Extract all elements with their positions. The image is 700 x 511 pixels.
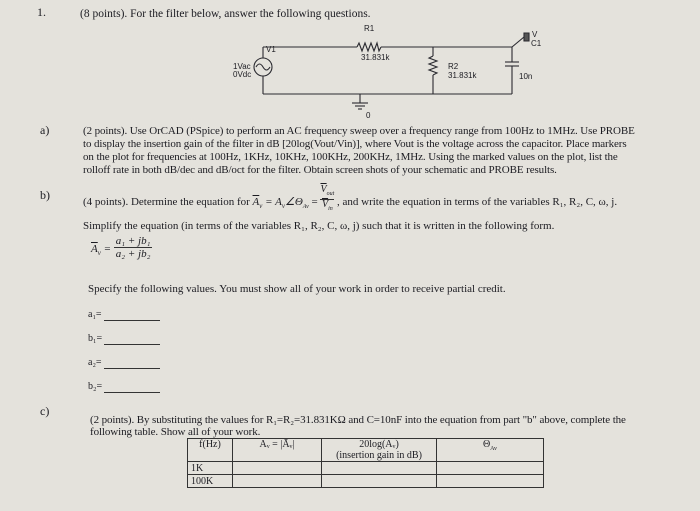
part-b-line1-post: , and write the equation in terms of the variables R₁, R₂, C, ω, j.: [337, 196, 618, 209]
eq-frac-den: $\overline{V}$: [321, 199, 329, 210]
header-gain-sub: (insertion gain in dB): [336, 450, 422, 461]
part-a-line-2: to display the insertion gain of the filter in dB [20log(Vout/Vin)], where Vout is the voltage across the capacitor. Place markers: [83, 138, 627, 150]
field-b2-label: b₂=: [88, 381, 103, 392]
field-a2-label: a₂=: [88, 357, 102, 368]
problem-header: (8 points). For the filter below, answer the following questions.: [80, 8, 371, 20]
eq-frac-den-sub: in: [328, 206, 333, 212]
part-b-line-3: Specify the following values. You must show all of your work in order to receive partial credit.: [88, 283, 506, 295]
table-cell-av[interactable]: [233, 475, 322, 488]
field-b2[interactable]: [88, 380, 160, 393]
field-a2[interactable]: [88, 356, 160, 369]
r2-resistor: [429, 56, 437, 75]
table-cell-gain[interactable]: [322, 475, 437, 488]
table-cell-freq: 100K: [188, 475, 233, 488]
form-numerator: a₁ + jb₁: [115, 235, 151, 247]
part-a-line-1: (2 points). Use OrCAD (PSpice) to perform an AC frequency sweep over a frequency range from 100Hz to 1MHz. Use PROBE: [83, 125, 635, 137]
part-c-line-2: following table. Show all of your work.: [90, 426, 261, 438]
table-header-row: [188, 439, 544, 462]
part-a-label: a): [40, 123, 50, 137]
r2-name: R2: [448, 62, 459, 71]
results-table: [187, 438, 544, 488]
part-b-line-1: (4 points). Determine the equation for $\overline{A}_v$ = $A_v\angle\Theta_{Av}$ = $\overline{V}_{out}$ $\overline{V}_{in}$ , and write the equation in terms of the variables R₁, R₂, C, ω, j.: [83, 184, 618, 212]
r1-name: R1: [364, 24, 375, 33]
ground-label: 0: [366, 111, 371, 120]
v1-name: V1: [266, 45, 276, 54]
table-row: [188, 475, 544, 488]
part-c-label: c): [40, 404, 50, 418]
field-a2-blank[interactable]: [104, 358, 160, 369]
field-b1-blank[interactable]: [104, 334, 160, 345]
part-a-line-3: on the plot for frequencies at 100Hz, 1KHz, 10KHz, 100KHz, 200KHz, 1MHz. Using the marked values on the plot, list the: [83, 151, 618, 163]
c1-name: C1: [531, 39, 542, 48]
part-b-line1-pre: (4 points). Determine the equation for: [83, 196, 250, 209]
eq-angle: ∠Θ: [284, 196, 303, 209]
table-row: [188, 462, 544, 475]
header-freq: f(Hz): [188, 439, 233, 462]
c1-value: 10n: [519, 72, 533, 81]
part-a-line-4: rolloff rate in both dB/dec and dB/oct for the filter. Obtain screen shots of your schematic and PROBE results.: [83, 164, 557, 176]
r1-resistor: [357, 43, 381, 51]
field-a1[interactable]: [88, 308, 160, 321]
header-gain-title: 20log(Aᵥ): [359, 439, 399, 450]
v1-source: [254, 58, 272, 76]
form-equation: $\overline{A}_v$ = $\frac{\text{a₁ + jb₁}}{\text{a₂ + jb₂}}$: [91, 235, 151, 260]
v1-dc: 0Vdc: [233, 70, 252, 79]
problem-number: 1.: [37, 5, 46, 19]
table-cell-av[interactable]: [233, 462, 322, 475]
eq-mid: = A: [265, 196, 282, 209]
eq-frac-num-sub: out: [326, 191, 335, 197]
probe-label: V: [532, 30, 538, 39]
field-b2-blank[interactable]: [104, 382, 160, 393]
r1-value: 31.831k: [361, 53, 390, 62]
eq-frac-num: $\overline{V}$: [320, 184, 327, 195]
table-cell-theta[interactable]: [437, 462, 544, 475]
field-a1-blank[interactable]: [104, 310, 160, 321]
header-theta: $\Theta_{Av}$: [437, 439, 544, 462]
table-cell-gain[interactable]: [322, 462, 437, 475]
eq-lhs: $\overline{A}$: [252, 196, 260, 209]
form-denominator: a₂ + jb₂: [115, 248, 151, 260]
probe-marker: [524, 33, 529, 41]
field-a1-label: a₁=: [88, 309, 102, 320]
field-b1-label: b₁=: [88, 333, 103, 344]
header-av: Aᵥ = |Āᵥ|: [233, 439, 322, 462]
v1-ac: 1Vac: [233, 62, 251, 71]
part-c-line-1: (2 points). By substituting the values for R₁=R₂=31.831KΩ and C=10nF into the equation from part "b" above, complete the: [90, 414, 626, 426]
table-cell-freq: 1K: [188, 462, 233, 475]
header-gain: [322, 439, 437, 462]
part-b-label: b): [40, 188, 50, 202]
part-b-line-2: Simplify the equation (in terms of the variables R₁, R₂, C, ω, j) such that it is written in the following form.: [83, 220, 555, 232]
r2-value: 31.831k: [448, 71, 477, 80]
field-b1[interactable]: [88, 332, 160, 345]
table-cell-theta[interactable]: [437, 475, 544, 488]
